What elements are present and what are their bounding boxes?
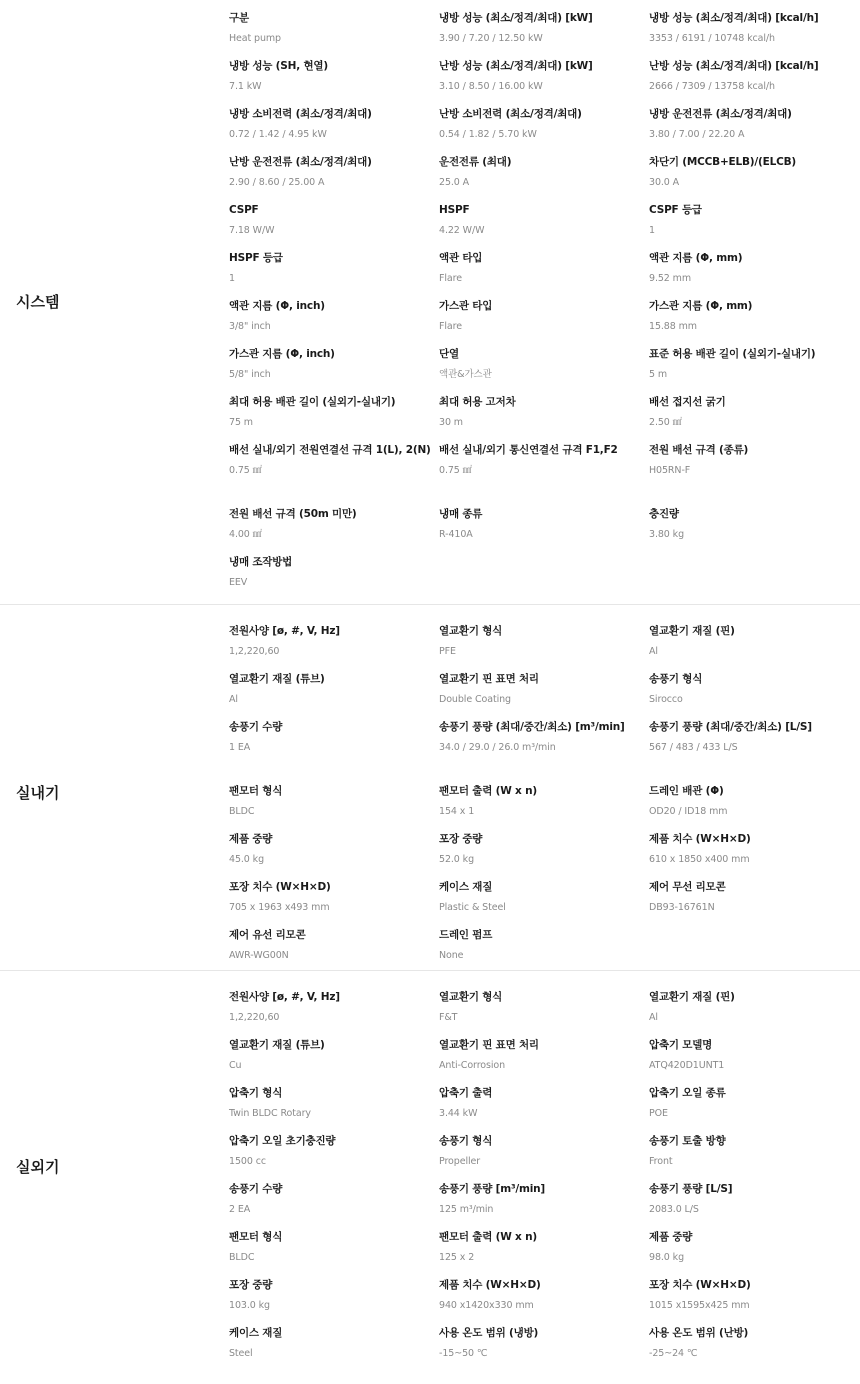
spec-value: 2666 / 7309 / 13758 kcal/h <box>649 81 775 92</box>
spec-item <box>649 192 860 240</box>
spec-value: 9.52 mm <box>649 273 691 284</box>
spec-label: 표준 허용 배관 길이 (실외기-실내기) <box>649 348 816 360</box>
spec-label: 제품 중량 <box>649 1231 693 1243</box>
spec-item <box>229 192 439 240</box>
spec-label: CSPF 등급 <box>649 204 702 216</box>
spec-value: 1 <box>649 225 655 236</box>
spec-label: 제품 중량 <box>229 833 273 845</box>
spec-label: 포장 중량 <box>439 833 483 845</box>
spec-value: BLDC <box>229 806 255 817</box>
spec-item <box>649 432 860 496</box>
spec-item <box>439 336 649 384</box>
spec-value: DB93-16761N <box>649 902 715 913</box>
spec-label: 충진량 <box>649 508 679 520</box>
spec-item <box>229 917 439 965</box>
spec-item <box>649 96 860 144</box>
spec-label: 열교환기 재질 (핀) <box>649 991 735 1003</box>
spec-value: 1015 x1595x425 mm <box>649 1300 750 1311</box>
spec-value: Sirocco <box>649 694 683 705</box>
spec-label: 팬모터 형식 <box>229 785 283 797</box>
section-indoor <box>0 605 860 971</box>
spec-label: HSPF 등급 <box>229 252 283 264</box>
spec-item <box>229 613 439 661</box>
spec-value: 1 <box>229 273 235 284</box>
spec-label: 사용 온도 범위 (냉방) <box>439 1327 539 1339</box>
spec-item <box>649 336 860 384</box>
spec-item <box>439 1267 649 1315</box>
spec-grid <box>229 613 860 965</box>
spec-value: 2.90 / 8.60 / 25.00 A <box>229 177 325 188</box>
spec-item <box>229 979 439 1027</box>
spec-label: 케이스 재질 <box>229 1327 283 1339</box>
spec-label: 드레인 펌프 <box>439 929 493 941</box>
spec-label: 송풍기 형식 <box>439 1135 493 1147</box>
spec-value: 103.0 kg <box>229 1300 270 1311</box>
spec-value: 45.0 kg <box>229 854 265 865</box>
spec-value: 2 EA <box>229 1204 251 1215</box>
spec-value: None <box>439 950 464 961</box>
spec-value: 0.75 ㎟ <box>229 465 263 476</box>
spec-label: 차단기 (MCCB+ELB)/(ELCB) <box>649 156 797 168</box>
spec-label: 포장 치수 (W×H×D) <box>649 1279 751 1291</box>
spec-item <box>229 1267 439 1315</box>
spec-item <box>439 384 649 432</box>
spec-value: F&T <box>439 1012 458 1023</box>
spec-item <box>439 821 649 869</box>
spec-value: Anti-Corrosion <box>439 1060 506 1071</box>
spec-label: 냉방 소비전력 (최소/정격/최대) <box>229 108 372 120</box>
spec-item <box>439 544 649 592</box>
spec-item <box>439 1171 649 1219</box>
spec-item <box>229 96 439 144</box>
spec-item <box>439 1219 649 1267</box>
spec-label: 구분 <box>229 12 249 24</box>
spec-item <box>229 240 439 288</box>
spec-label: 송풍기 수량 <box>229 721 283 733</box>
spec-label: 팬모터 형식 <box>229 1231 283 1243</box>
spec-item <box>229 336 439 384</box>
spec-label: 드레인 배관 (Φ) <box>649 785 724 797</box>
spec-item <box>649 1267 860 1315</box>
spec-item <box>439 1315 649 1363</box>
spec-value: 3.80 kg <box>649 529 685 540</box>
spec-value: 940 x1420x330 mm <box>439 1300 534 1311</box>
spec-item <box>439 613 649 661</box>
spec-value: ATQ420D1UNT1 <box>649 1060 725 1071</box>
spec-item <box>229 384 439 432</box>
spec-value: 7.1 kW <box>229 81 262 92</box>
spec-label: 냉방 성능 (SH, 현열) <box>229 60 328 72</box>
spec-item <box>229 821 439 869</box>
spec-label: 압축기 오일 초기충진량 <box>229 1135 336 1147</box>
spec-value: Steel <box>229 1348 253 1359</box>
spec-item <box>439 869 649 917</box>
spec-label: 열교환기 재질 (튜브) <box>229 673 325 685</box>
spec-value: Al <box>649 646 658 657</box>
spec-item <box>649 384 860 432</box>
spec-label: 송풍기 형식 <box>649 673 703 685</box>
spec-item <box>229 1219 439 1267</box>
spec-value: 154 x 1 <box>439 806 475 817</box>
spec-item <box>649 773 860 821</box>
spec-label: HSPF <box>439 204 470 216</box>
spec-item <box>439 661 649 709</box>
spec-value: Flare <box>439 321 462 332</box>
spec-label: 단열 <box>439 348 459 360</box>
spec-label: 전원사양 [ø, #, V, Hz] <box>229 625 340 637</box>
spec-label: 냉매 종류 <box>439 508 483 520</box>
spec-value: OD20 / ID18 mm <box>649 806 728 817</box>
spec-value: 567 / 483 / 433 L/S <box>649 742 738 753</box>
spec-item <box>439 96 649 144</box>
spec-grid <box>229 0 860 592</box>
spec-value: Al <box>229 694 238 705</box>
spec-item <box>439 48 649 96</box>
spec-item <box>229 709 439 773</box>
spec-value: Propeller <box>439 1156 481 1167</box>
spec-label: 송풍기 수량 <box>229 1183 283 1195</box>
spec-value: 3.44 kW <box>439 1108 478 1119</box>
spec-value: Front <box>649 1156 673 1167</box>
spec-label: 액관 지름 (Φ, mm) <box>649 252 743 264</box>
spec-item <box>439 979 649 1027</box>
spec-label: 전원 배선 규격 (종류) <box>649 444 749 456</box>
section-title: 실내기 <box>16 784 60 802</box>
spec-value: Al <box>649 1012 658 1023</box>
spec-item <box>229 1171 439 1219</box>
spec-value: 3/8" inch <box>229 321 271 332</box>
spec-item <box>439 1123 649 1171</box>
spec-item <box>439 240 649 288</box>
spec-label: 최대 허용 배관 길이 (실외기-실내기) <box>229 396 396 408</box>
spec-value: BLDC <box>229 1252 255 1263</box>
spec-value: 1500 cc <box>229 1156 266 1167</box>
spec-item <box>439 709 649 773</box>
spec-value: Heat pump <box>229 33 281 44</box>
spec-label: 배선 접지선 굵기 <box>649 396 726 408</box>
spec-item <box>229 773 439 821</box>
spec-label: 배선 실내/외기 전원연결선 규격 1(L), 2(N) <box>229 444 431 456</box>
spec-item <box>229 48 439 96</box>
spec-value: 5/8" inch <box>229 369 271 380</box>
spec-label: 열교환기 핀 표면 처리 <box>439 1039 539 1051</box>
spec-value: -15~50 ℃ <box>439 1348 488 1359</box>
spec-item <box>229 1123 439 1171</box>
spec-value: POE <box>649 1108 668 1119</box>
spec-label: 냉매 조작방법 <box>229 556 293 568</box>
spec-label: 포장 치수 (W×H×D) <box>229 881 331 893</box>
spec-item <box>439 1075 649 1123</box>
spec-value: EEV <box>229 577 248 588</box>
spec-value: 0.72 / 1.42 / 4.95 kW <box>229 129 327 140</box>
spec-value: 98.0 kg <box>649 1252 685 1263</box>
spec-item <box>649 0 860 48</box>
spec-label: 난방 운전전류 (최소/정격/최대) <box>229 156 372 168</box>
spec-item <box>229 144 439 192</box>
spec-value: Flare <box>439 273 462 284</box>
spec-item <box>649 661 860 709</box>
spec-label: 제품 치수 (W×H×D) <box>649 833 751 845</box>
spec-label: 팬모터 출력 (W x n) <box>439 785 537 797</box>
spec-value: 3.10 / 8.50 / 16.00 kW <box>439 81 543 92</box>
spec-value: Plastic & Steel <box>439 902 506 913</box>
spec-item <box>439 192 649 240</box>
spec-item <box>439 432 649 496</box>
spec-item <box>439 496 649 544</box>
spec-value: Twin BLDC Rotary <box>229 1108 311 1119</box>
spec-label: 가스관 지름 (Φ, inch) <box>229 348 335 360</box>
spec-label: 압축기 형식 <box>229 1087 283 1099</box>
spec-value: 30 m <box>439 417 463 428</box>
spec-value: 125 x 2 <box>439 1252 475 1263</box>
spec-item <box>229 288 439 336</box>
spec-value: 0.54 / 1.82 / 5.70 kW <box>439 129 537 140</box>
spec-item <box>439 144 649 192</box>
spec-value: 705 x 1963 x493 mm <box>229 902 330 913</box>
spec-label: 압축기 출력 <box>439 1087 493 1099</box>
spec-label: 제어 유선 리모콘 <box>229 929 306 941</box>
spec-value: 1,2,220,60 <box>229 646 280 657</box>
spec-label: 압축기 모델명 <box>649 1039 713 1051</box>
spec-value: 52.0 kg <box>439 854 475 865</box>
section-system <box>0 0 860 605</box>
spec-label: 압축기 오일 종류 <box>649 1087 726 1099</box>
spec-label: 사용 온도 범위 (난방) <box>649 1327 749 1339</box>
spec-value: 75 m <box>229 417 253 428</box>
spec-value: -25~24 ℃ <box>649 1348 698 1359</box>
spec-item <box>649 1171 860 1219</box>
spec-item <box>229 1075 439 1123</box>
spec-value: Double Coating <box>439 694 511 705</box>
spec-item <box>649 240 860 288</box>
spec-value: R-410A <box>439 529 473 540</box>
spec-label: 열교환기 형식 <box>439 991 503 1003</box>
spec-value: Cu <box>229 1060 242 1071</box>
spec-label: 송풍기 토출 방향 <box>649 1135 726 1147</box>
spec-value: 1,2,220,60 <box>229 1012 280 1023</box>
spec-item <box>649 1027 860 1075</box>
spec-item <box>649 544 860 592</box>
spec-value: 2083.0 L/S <box>649 1204 699 1215</box>
spec-value: 5 m <box>649 369 668 380</box>
spec-item <box>439 1027 649 1075</box>
spec-item <box>649 869 860 917</box>
spec-item <box>649 979 860 1027</box>
spec-value: 3.90 / 7.20 / 12.50 kW <box>439 33 543 44</box>
spec-label: 가스관 타입 <box>439 300 493 312</box>
spec-label: 송풍기 풍량 [m³/min] <box>439 1183 546 1195</box>
spec-item <box>439 0 649 48</box>
spec-item <box>229 1315 439 1363</box>
spec-label: 제어 무선 리모콘 <box>649 881 726 893</box>
spec-value: 3.80 / 7.00 / 22.20 A <box>649 129 745 140</box>
spec-label: 액관 지름 (Φ, inch) <box>229 300 325 312</box>
spec-item <box>649 1075 860 1123</box>
spec-label: 전원사양 [ø, #, V, Hz] <box>229 991 340 1003</box>
spec-label: 냉방 성능 (최소/정격/최대) [kcal/h] <box>649 12 819 24</box>
spec-label: 포장 중량 <box>229 1279 273 1291</box>
section-title: 실외기 <box>16 1158 60 1176</box>
spec-value: 15.88 mm <box>649 321 697 332</box>
spec-item <box>229 496 439 544</box>
spec-item <box>229 869 439 917</box>
spec-item <box>649 288 860 336</box>
spec-grid <box>229 979 860 1363</box>
spec-value: 액관&가스관 <box>439 369 492 380</box>
spec-label: 송풍기 풍량 [L/S] <box>649 1183 733 1195</box>
spec-item <box>439 288 649 336</box>
spec-label: 난방 성능 (최소/정격/최대) [kW] <box>439 60 593 72</box>
spec-item <box>649 613 860 661</box>
spec-value: 4.22 W/W <box>439 225 485 236</box>
spec-label: CSPF <box>229 204 259 216</box>
spec-label: 열교환기 재질 (튜브) <box>229 1039 325 1051</box>
spec-label: 열교환기 형식 <box>439 625 503 637</box>
spec-item <box>229 544 439 592</box>
spec-item <box>229 1027 439 1075</box>
spec-label: 팬모터 출력 (W x n) <box>439 1231 537 1243</box>
spec-label: 열교환기 핀 표면 처리 <box>439 673 539 685</box>
spec-label: 냉방 성능 (최소/정격/최대) [kW] <box>439 12 593 24</box>
spec-value: 30.0 A <box>649 177 680 188</box>
spec-value: H05RN-F <box>649 465 691 476</box>
spec-item <box>649 496 860 544</box>
spec-label: 가스관 지름 (Φ, mm) <box>649 300 753 312</box>
section-title: 시스템 <box>16 293 60 311</box>
spec-value: 34.0 / 29.0 / 26.0 m³/min <box>439 742 556 753</box>
spec-label: 최대 허용 고저차 <box>439 396 516 408</box>
spec-value: 2.50 ㎟ <box>649 417 683 428</box>
spec-item <box>229 0 439 48</box>
spec-value: 7.18 W/W <box>229 225 275 236</box>
spec-label: 배선 실내/외기 통신연결선 규격 F1,F2 <box>439 444 618 456</box>
spec-value: 4.00 ㎟ <box>229 529 263 540</box>
spec-label: 운전전류 (최대) <box>439 156 512 168</box>
spec-item <box>439 917 649 965</box>
spec-value: 125 m³/min <box>439 1204 494 1215</box>
spec-item <box>649 917 860 965</box>
spec-value: 25.0 A <box>439 177 470 188</box>
spec-item <box>649 1123 860 1171</box>
spec-item <box>649 821 860 869</box>
spec-item <box>649 144 860 192</box>
spec-label: 전원 배선 규격 (50m 미만) <box>229 508 357 520</box>
spec-item <box>649 1315 860 1363</box>
spec-value: PFE <box>439 646 456 657</box>
spec-value: 3353 / 6191 / 10748 kcal/h <box>649 33 775 44</box>
spec-label: 케이스 재질 <box>439 881 493 893</box>
spec-value: 0.75 ㎟ <box>439 465 473 476</box>
spec-item <box>649 1219 860 1267</box>
spec-label: 난방 성능 (최소/정격/최대) [kcal/h] <box>649 60 819 72</box>
spec-item <box>229 661 439 709</box>
spec-label: 냉방 운전전류 (최소/정격/최대) <box>649 108 792 120</box>
spec-item <box>439 773 649 821</box>
spec-value: 1 EA <box>229 742 251 753</box>
spec-label: 송풍기 풍량 (최대/중간/최소) [m³/min] <box>439 721 625 733</box>
spec-value: 610 x 1850 x400 mm <box>649 854 750 865</box>
spec-item <box>649 48 860 96</box>
spec-value: AWR-WG00N <box>229 950 289 961</box>
spec-label: 액관 타입 <box>439 252 483 264</box>
spec-item <box>229 432 439 496</box>
spec-label: 난방 소비전력 (최소/정격/최대) <box>439 108 582 120</box>
section-outdoor <box>0 971 860 1384</box>
spec-item <box>649 709 860 773</box>
spec-label: 송풍기 풍량 (최대/중간/최소) [L/S] <box>649 721 812 733</box>
spec-label: 열교환기 재질 (핀) <box>649 625 735 637</box>
spec-label: 제품 치수 (W×H×D) <box>439 1279 541 1291</box>
